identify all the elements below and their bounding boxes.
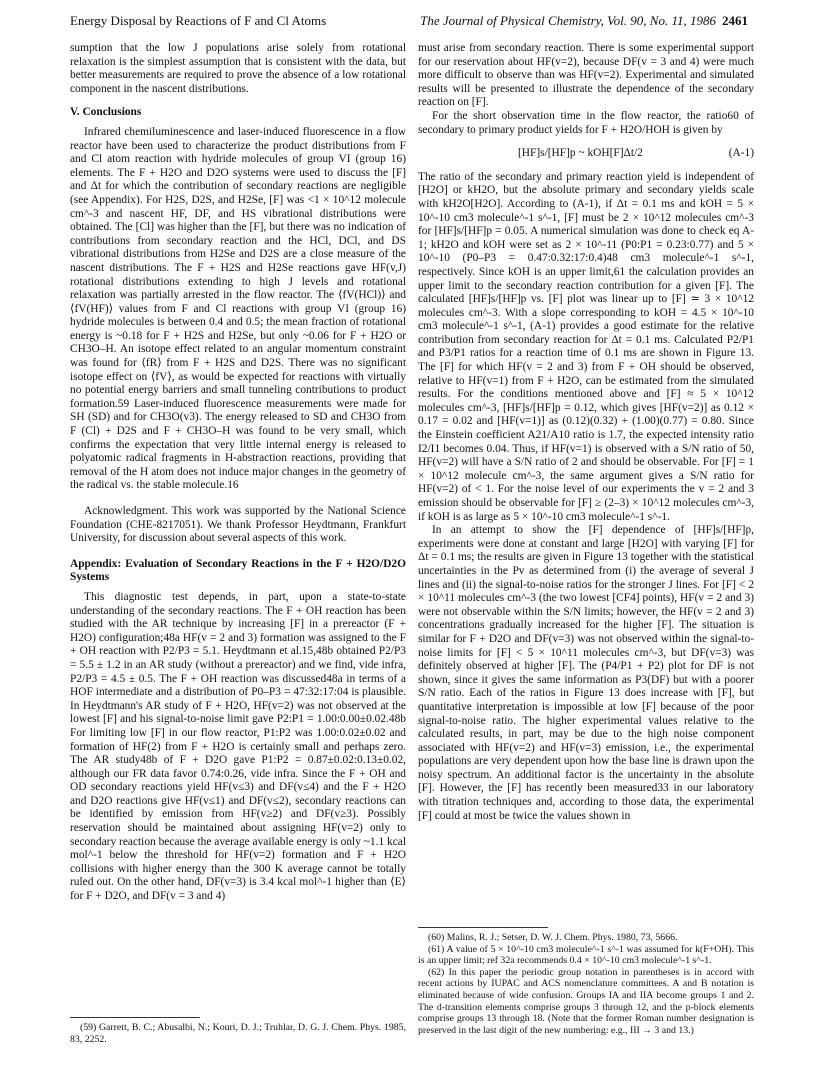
acknowledgment: Acknowledgment. This work was supported by the National Science Foundation (CHE-8217051). We thank Professor Heydtmann, Frankfurt University, for discussion about several aspects of this work. xyxy=(70,505,406,545)
footnote-rule xyxy=(70,1017,200,1018)
equation-number: (A-1) xyxy=(728,147,754,160)
paragraph: Infrared chemiluminescence and laser-induced fluorescence in a flow reactor have been used to characterize the product distributions from F and Cl atom reaction with hydride molecules of group VI (group 16) elements. The F + H2O and D2O systems were used to discuss the [F] and Δt for which the contribution of secondary reactions are negligible (see Appendix). For H2S, D2S, and H2Se, [F] was <1 × 10^12 molecule cm^-3 and nascent HF, DF, and HS vibrational distributions were obtained. The [Cl] was higher than the [F], but there was no indication of contributions from secondary reaction and the HCl, DCl, and DS vibrational distributions from H2Se and D2S are a close measure of the nascent distributions. The F + H2S and H2Se reactions gave HF(v,J) rotational distributions extending to high J levels and rotational relaxation was partially arrested in the flow reactor. The ⟨fV(HCl)⟩ and ⟨fV(HF)⟩ values from F and Cl reactions with group VI (group 16) hydride molecules is between 0.4 and 0.5; the mean fraction of rotational energy is ~0.18 for F + H2S and H2Se, but only ~0.06 for F + H2O or CH3O–H. An isotope effect related to an angular momentum constraint was found for ⟨fR⟩ from F + H2S and D2S. There was no significant isotope effect on ⟨fV⟩, as would be expected for reactions with virtually no potential energy barriers and small tunneling contributions to product formation.59 Laser-induced fluorescence measurements were made for SH (SD) and for CH3O(v3). The energy released to SD and CH3O from F (Cl) + D2S and F + CH3O–H was found to be very small, which confirms the expectation that very little internal energy is released to polyatomic radical fragments in H-abstraction reactions, providing that removal of the H atom does not induce major changes in the geometry of the radical vs. the stable molecule.16 xyxy=(70,125,406,492)
right-column xyxy=(418,42,754,1036)
footnotes xyxy=(70,1007,406,1045)
paragraph: This diagnostic test depends, in part, upon a state-to-state understanding of the secondary reactions. The F + OH reaction has been studied with the AR technique by increasing [F] in a prereactor (F + H2O) configuration;48a HF(v = 2 and 3) formation was assigned to the F + OH reaction with P2/P3 = 5.1. Heydtmann et al.15,48b obtained P2/P3 = 5.5 ± 1.2 in an AR study (without a prereactor) and we find, vide infra, P2/P3 = 4.5 ± 0.5. The F + OH reaction was discussed48a in terms of a HOF intermediate and a distribution of P0–P3 = 47:32:17:04 is plausible. In Heydtmann's AR study of F + H2O, HF(v=2) was not observed at the lowest [F] and his signal-to-noise limit gave P2:P1 = 1.00:0.00±0.02.48b For limiting low [F] in our flow reactor, P1:P2 was 1.00:0.02±0.02 and formation of HF(2) from F + H2O is certainly small and perhaps zero. The AR study48b of F + D2O gave P1:P2 = 0.87±0.02:0.13±0.02, although our FR data favor 0.74:0.26, vide infra. Since the F + OH and OD secondary reactions yield HF(v≤3) and DF(v≤4) and the F + H2O and D2O reactions give HF(v≤1) and DF(v≤2), secondary reactions can be identified by emission from HF(v≥2) and DF(v≥3). Possibly reservation should be maintained about assigning HF(v=2) only to secondary reaction because the average available energy is only ~1.1 kcal mol^-1 below the threshold for HF(v=2) formation and F + H2O collisions with higher energy than the 300 K average cannot be totally ruled out. On the other hand, DF(v=3) is 3.4 kcal mol^-1 higher than ⟨E⟩ for F + D2O, and DF(v = 3 and 4) xyxy=(70,590,406,903)
page-number: 2461 xyxy=(722,13,748,28)
footnote-rule xyxy=(418,927,548,928)
footnote-list xyxy=(418,932,754,1036)
running-header-title: Energy Disposal by Reactions of F and Cl Atoms xyxy=(70,13,327,28)
paragraph: The ratio of the secondary and primary reaction yield is independent of [H2O] or kH2O, but the absolute primary and secondary yields scale with kH2O[H2O]. According to (A-1), if Δt = 0.1 ms and kOH = 5 × 10^-10 cm3 molecule^-1 s^-1, [F] must be 2 × 10^12 molecules cm^-3 for [HF]s/[HF]p = 0.05. A numerical simulation was done to check eq A-1; kH2O and kOH were set as 2 × 10^-11 (P0:P1 = 0.23:0.77) and 5 × 10^-10 (P0–P3 = 0.47:0.32:17:0.4)48 cm3 molecule^-1 s^-1, respectively. Since kOH is an upper limit,61 the calculation provides an upper limit to the secondary reaction contribution for a given [F]. The calculated [HF]s/[HF]p vs. [F] plot was linear up to [F] ≃ 3 × 10^12 molecules cm^-3. With a slope corresponding to kOH = 4.5 × 10^-10 cm3 molecule^-1 s^-1, (A-1) provides a good estimate for the relative contribution from secondary reaction for Δt = 0.1 ms. Calculated P2/P1 and P3/P1 ratios for a reaction time of 0.1 ms are shown in Figure 13. The [F] for which HF(v = 2 and 3) from F + OH should be observed, relative to HF(v=1) from F + H2O, can be estimated from the simulated results. For the conditions mentioned above and [F] ≈ 5 × 10^12 molecules cm^-3, [HF]s/[HF]p = 0.12, which gives [HF(v=2)] as 0.12 × 0.17 = 0.02 and [HF(v=1)] as (0.12)(0.32) + (1.00)(0.77) = 0.80. Since the Einstein coefficient A21/A10 ratio is 1.7, the expected intensity ratio I2/I1 becomes 0.04. Thus, if HF(v=1) is observed with a S/N ratio of 50, HF(v=2) will have a S/N ratio of 2 and should be observable. For [F] = 1 × 10^12 molecule cm^-3, the same argument gives a S/N ratio for HF(v=2) of < 1. For the noise level of our experiments the v = 2 and 3 emission should be observable for [F] ≥ (2–3) × 10^12 molecules cm^-3, if kOH is as large as 5 × 10^-10 cm3 molecule^-1 s^-1. xyxy=(418,170,754,523)
appendix-heading: Appendix: Evaluation of Secondary Reactions in the F + H2O/D2O Systems xyxy=(70,557,406,584)
journal-citation: The Journal of Physical Chemistry, Vol. 90, No. 11, 1986 xyxy=(420,13,716,28)
footnote-61: (61) A value of 5 × 10^-10 cm3 molecule^-1 s^-1 was assumed for k(F+OH). This is an upper limit; ref 32a recommends 0.4 × 10^-10 cm3 molecule^-1 s^-1. xyxy=(418,943,754,967)
paragraph: For the short observation time in the flow reactor, the ratio60 of secondary to primary product yields for F + H2O/HOH is given by xyxy=(418,109,754,136)
footnote-list xyxy=(70,1022,406,1045)
running-header-journal xyxy=(418,13,748,29)
footnote-59: (59) Garrett, B. C.; Abusalbi, N.; Kouri, D. J.; Truhlar, D. G. J. Chem. Phys. 1985, 83, 2252. xyxy=(70,1022,406,1045)
paragraph: must arise from secondary reaction. There is some experimental support for our reservation about HF(v=2), because DF(v = 3 and 4) were much more difficult to observe than was HF(v=2). Experimental and simulated results will be presented to illustrate the dependence of the secondary reaction on [F]. xyxy=(418,42,754,109)
footnote-62: (62) In this paper the periodic group notation in parentheses is in accord with recent actions by IUPAC and ACS nomenclature committees. A and B notation is eliminated because of wide confusion. Groups IA and IIA become groups 1 and 2. The d-transition elements comprise groups 3 through 12, and the p-block elements comprise groups 13 through 18. (Note that the former Roman number designation is preserved in the last digit of the new numbering: e.g., III → 3 and 13.) xyxy=(418,966,754,1036)
equation-body: [HF]s/[HF]p ~ kOH[F]Δt/2 xyxy=(518,147,643,160)
section-heading: V. Conclusions xyxy=(70,106,142,119)
paragraph: sumption that the low J populations arise solely from rotational relaxation is the simplest assumption that is consistent with the data, but better measurements are required to prove the absence of a low rotational component in the nascent distributions. xyxy=(70,42,406,95)
paragraph: In an attempt to show the [F] dependence of [HF]s/[HF]p, experiments were done at constant and large [H2O] with varying [F] for Δt = 0.1 ms; the results are given in Figure 13 together with the statistical uncertainties in the Pv as determined from (i) the average of several J lines and (ii) the signal-to-noise ratios for the stronger J lines. For [F] < 2 × 10^11 molecules cm^-3 (the two lowest [CF4] points), HF(v = 2 and 3) were not observable within the S/N limits; however, the HF(v = 2 and 3) concentrations gradually increased for the higher [F]. The situation is similar for F + D2O and DF(v=3) was not observed within the signal-to-noise limits for [F] < 5 × 10^11 molecules cm^-3, but DF(v=3) was definitely observed at higher [F]. The (P4/P1 + P2) plot for DF is not shown, since it gives the same information as P3(DF) but with a poorer S/N ratio. Each of the ratios in Figure 13 does increase with [F], but quantitative interpretation is impossible at low [F] because of the poor signal-to-noise ratio. The higher experimental values relative to the calculated results, in part, may be due to the high noise component associated with HF(v=2) and HF(v=3) emission, i.e., the experimental populations are very dependent upon how the base line is drawn upon the noisy spectrum. An additional factor is the uncertainty in the absolute [F]. However, the [F] has recently been measured33 in our laboratory with titration techniques and, according to those data, the experimental [F] could at most be twice the values shown in xyxy=(418,524,754,822)
footnotes xyxy=(418,917,754,1036)
footnote-60: (60) Malins, R. J.; Setser, D. W. J. Chem. Phys. 1980, 73, 5666. xyxy=(428,932,678,943)
equation xyxy=(418,147,754,161)
left-column xyxy=(70,42,406,1045)
